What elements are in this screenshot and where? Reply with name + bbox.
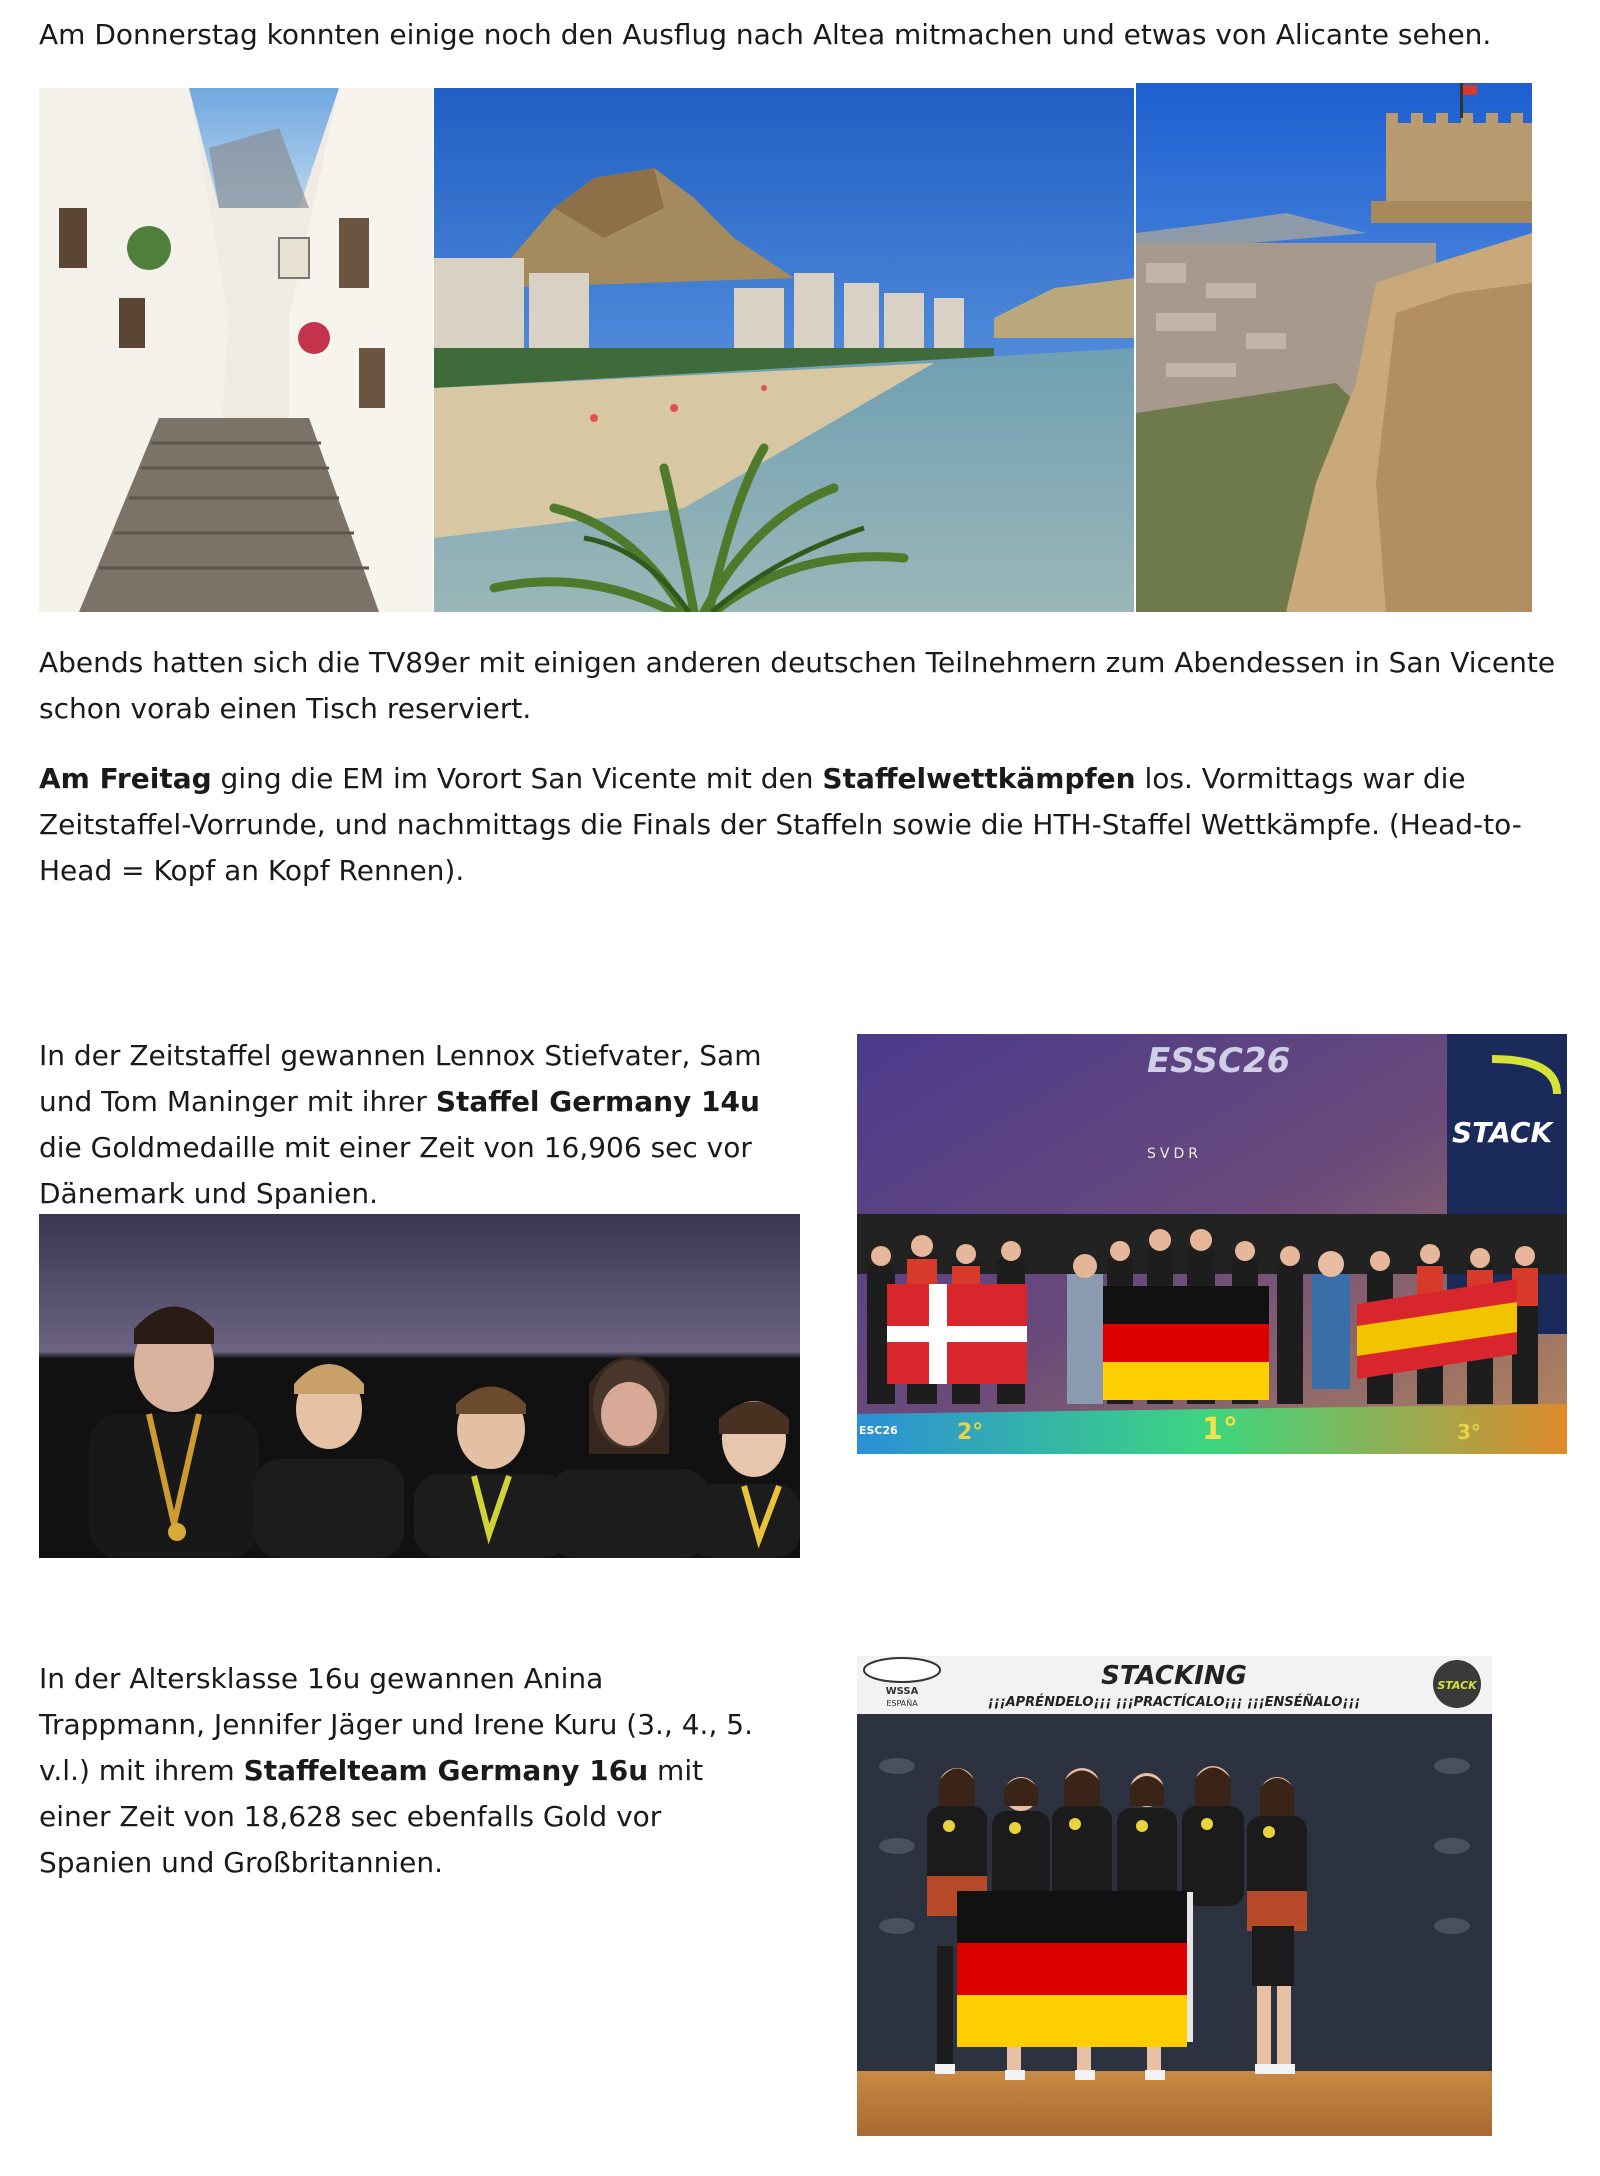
team16-logo-left-bottom: ESPAÑA (886, 1699, 918, 1708)
friday-text-2: los. Vormittags war die Zeitstaffel-Vorrunde, und nachmittags die Finals der Staffeln sowie die HTH-Staffel Wettkämpfe. (Head-to-Head = Kopf an Kopf Rennen). (39, 762, 1522, 887)
u16-text-2: mit einer Zeit von 18,628 sec ebenfalls Gold vor Spanien und Großbritannien. (39, 1754, 704, 1879)
team16-banner-title: STACKING (1101, 1661, 1247, 1691)
friday-bold-2: Staffelwettkämpfen (822, 762, 1136, 795)
u16-text-1: In der Altersklasse 16u gewannen Anina Trappmann, Jennifer Jäger und Irene Kuru (3., 4., 5. v.l.) mit ihrem (39, 1662, 753, 1787)
friday-bold-1: Am Freitag (39, 762, 212, 795)
podium-place-3: 3° (1457, 1420, 1481, 1444)
team16-logo-left-top: WSSA (885, 1686, 919, 1697)
u14-text (39, 1033, 779, 1217)
u14-text-1: In der Zeitstaffel gewannen Lennox Stiefvater, Sam und Tom Maninger mit ihrer (39, 1039, 762, 1118)
team16-banner-sub: ¡¡¡APRÉNDELO¡¡¡ ¡¡¡PRACTÍCALO¡¡¡ ¡¡¡ENSÉÑALO¡¡¡ (987, 1695, 1361, 1710)
podium-photo (857, 1034, 1567, 1454)
u16-text (39, 1656, 759, 1886)
team-16u-photo (857, 1656, 1492, 2136)
podium-side-banner: STACK (1452, 1116, 1553, 1149)
alicante-beach-photo (434, 88, 1134, 612)
u14-bold: Staffel Germany 14u (435, 1085, 760, 1118)
podium-screen-title: ESSC26 (1147, 1041, 1291, 1081)
dinner-text: Abends hatten sich die TV89er mit einigen anderen deutschen Teilnehmern zum Abendessen in San Vicente schon vorab einen Tisch reserviert. (39, 646, 1556, 725)
u14-text-2: die Goldmedaille mit einer Zeit von 16,906 sec vor Dänemark und Spanien. (39, 1131, 752, 1210)
friday-text-1: ging die EM im Vorort San Vicente mit den (211, 762, 823, 795)
podium-corner-label: ESC26 (859, 1424, 898, 1437)
castle-cliff-photo (1136, 83, 1532, 612)
podium-place-2: 2° (957, 1420, 984, 1445)
intro-text: Am Donnerstag konnten einige noch den Ausflug nach Altea mitmachen und etwas von Alicante sehen. (39, 18, 1492, 51)
altea-street-photo (39, 88, 433, 612)
podium-screen-sub: SVDR (1147, 1146, 1202, 1162)
podium-place-1: 1° (1202, 1412, 1238, 1447)
medal-closeup-photo (39, 1214, 800, 1558)
team16-logo-right: STACK (1437, 1679, 1477, 1692)
u16-bold: Staffelteam Germany 16u (243, 1754, 649, 1787)
friday-text (39, 756, 1579, 894)
